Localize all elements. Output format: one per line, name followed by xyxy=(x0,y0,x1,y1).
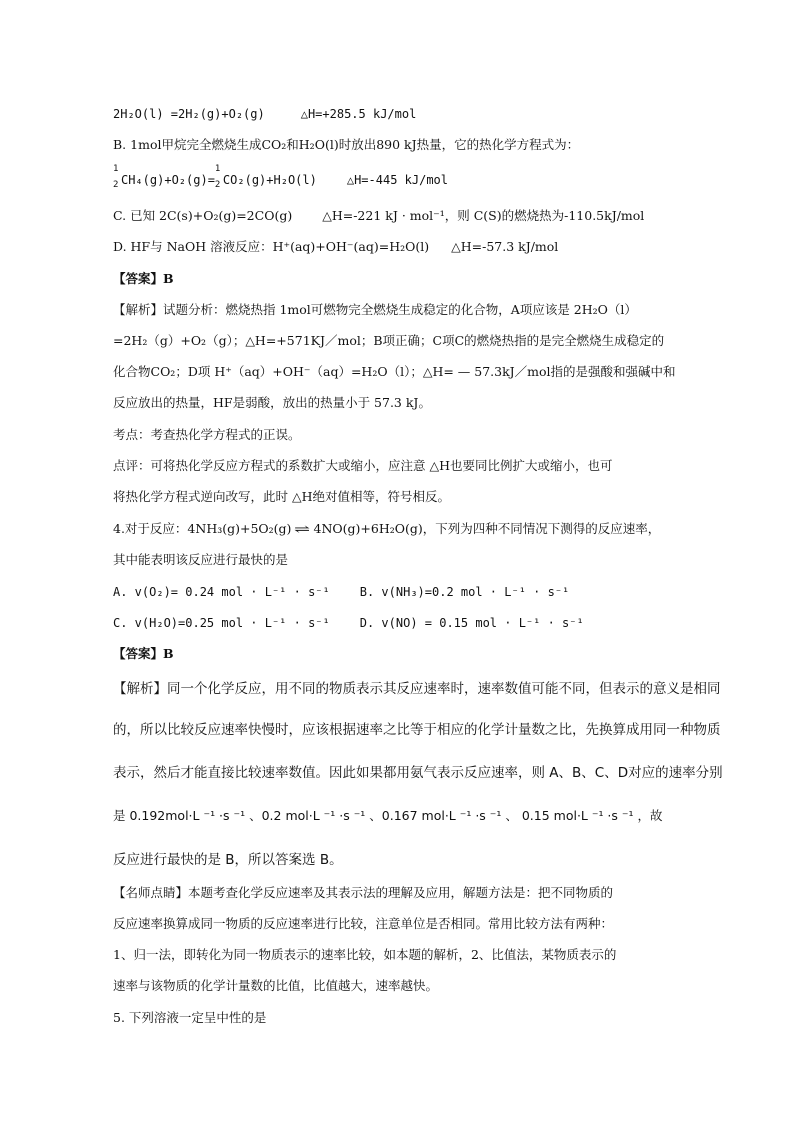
options-cd-line xyxy=(113,615,584,631)
options-ab-line xyxy=(113,584,569,600)
analysis-line xyxy=(113,765,723,781)
comment-line xyxy=(113,458,613,474)
option-b-text: B. 1mol甲烷完全燃烧生成CO₂和H₂O(l)时放出890 kJ热量，它的热化学方程式为： xyxy=(113,137,580,152)
question-4-line xyxy=(113,521,660,537)
answer-text: 【答案】B xyxy=(113,271,174,286)
analysis-text: 是 0.192mol·L ⁻¹ ·s ⁻¹ 、0.2 mol·L ⁻¹ ·s ⁻¹ 、0.167 mol·L ⁻¹ ·s ⁻¹ 、 0.15 mol·L ⁻¹ ·s ⁻¹ ，故 xyxy=(113,808,663,823)
analysis-text: 反应进行最快的是 B，所以答案选 B。 xyxy=(113,852,343,868)
option-d-line xyxy=(113,239,558,255)
tip-line xyxy=(113,885,613,901)
fraction-half: 1 2 xyxy=(113,164,119,190)
equation-text: 2H₂O(l) =2H₂(g)+O₂(g) xyxy=(113,107,265,121)
analysis-line xyxy=(113,333,664,349)
question-5-line xyxy=(113,1010,266,1026)
answer-text: 【答案】B xyxy=(113,646,174,661)
analysis-text: 的，所以比较反应速率快慢时，应该根据速率之比等于相应的化学计量数之比，先换算成用同一种物质 xyxy=(113,722,721,738)
comment-line xyxy=(113,489,450,505)
answer-label xyxy=(113,646,174,662)
analysis-text: 【解析】试题分析：燃烧热指 1mol可燃物完全燃烧生成稳定的化合物，A项应该是 2H₂O（l） xyxy=(113,302,637,317)
analysis-line xyxy=(113,681,721,697)
comment-text: 点评：可将热化学反应方程式的系数扩大或缩小，应注意 △H也要同比例扩大或缩小，也可 xyxy=(113,458,613,473)
question-4-text: 4NO(g)+6H₂O(g)，下列为四种不同情况下测得的反应速率， xyxy=(313,521,661,536)
option-b: B. v(NH₃)=0.2 mol · L⁻¹ · s⁻¹ xyxy=(359,585,570,599)
tip-line xyxy=(113,978,438,994)
question-5-text: 5. 下列溶液一定呈中性的是 xyxy=(113,1010,267,1025)
option-a: A. v(O₂)= 0.24 mol · L⁻¹ · s⁻¹ xyxy=(113,585,330,599)
option-c-text: C. 已知 2C(s)+O₂(g)=2CO(g) xyxy=(113,208,293,223)
question-4-line xyxy=(113,552,288,568)
analysis-text: =2H₂（g）+O₂（g）；△H=+571KJ／mol；B项正确；C项C的燃烧热指的是完全燃烧生成稳定的 xyxy=(113,333,665,348)
analysis-text: 化合物CO₂；D项 H⁺（aq）+OH⁻（aq）=H₂O（l）；△H= — 57.3kJ／mol指的是强酸和强碱中和 xyxy=(113,364,676,379)
key-point-line xyxy=(113,427,301,443)
analysis-line xyxy=(113,722,721,738)
tip-line xyxy=(113,916,613,932)
analysis-line xyxy=(113,364,676,380)
key-point-text: 考点：考查热化学方程式的正误。 xyxy=(113,427,301,442)
equation-line-b xyxy=(113,164,448,190)
analysis-text: 【解析】同一个化学反应，用不同的物质表示其反应速率时，速率数值可能不同，但表示的意义是相同 xyxy=(113,681,721,697)
tip-text: 反应速率换算成同一物质的反应速率进行比较，注意单位是否相同。常用比较方法有两种： xyxy=(113,916,614,931)
equation-part: CH₄(g)+O₂(g)= xyxy=(121,173,215,187)
option-d-text: D. HF与 NaOH 溶液反应：H⁺(aq)+OH⁻(aq)=H₂O(l) xyxy=(113,239,430,254)
tip-text: 【名师点睛】本题考查化学反应速率及其表示法的理解及应用，解题方法是：把不同物质的 xyxy=(113,885,614,900)
equation-part: CO₂(g)+H₂O(l) xyxy=(222,173,317,187)
tip-text: 1、归一法，即转化为同一物质表示的速率比较，如本题的解析，2、比值法，某物质表示的 xyxy=(113,947,617,962)
question-4-text: 其中能表明该反应进行最快的是 xyxy=(113,552,289,567)
analysis-text: 反应放出的热量，HF是弱酸，放出的热量小于 57.3 kJ。 xyxy=(113,395,431,410)
enthalpy-text: △H=-221 kJ · mol⁻¹，则 C(S)的燃烧热为-110.5kJ/mol xyxy=(322,208,645,223)
comment-text: 将热化学方程式逆向改写，此时 △H绝对值相等，符号相反。 xyxy=(113,489,450,504)
option-b-line xyxy=(113,137,579,153)
analysis-line xyxy=(113,302,637,318)
enthalpy-text: △H=+285.5 kJ/mol xyxy=(300,107,417,121)
enthalpy-text: △H=-445 kJ/mol xyxy=(346,173,448,187)
analysis-line xyxy=(113,852,343,868)
question-4-text: 4.对于反应：4NH₃(g)+5O₂(g) xyxy=(113,521,292,536)
analysis-line xyxy=(113,395,431,411)
tip-text: 速率与该物质的化学计量数的比值，比值越大，速率越快。 xyxy=(113,978,439,993)
option-d: D. v(NO) = 0.15 mol · L⁻¹ · s⁻¹ xyxy=(359,616,584,630)
enthalpy-text: △H=-57.3 kJ/mol xyxy=(451,239,559,254)
equation-line-a xyxy=(113,106,416,122)
option-c: C. v(H₂O)=0.25 mol · L⁻¹ · s⁻¹ xyxy=(113,616,330,630)
fraction-half: 1 2 xyxy=(214,164,221,190)
analysis-text: 表示，然后才能直接比较速率数值。因此如果都用氨气表示反应速率，则 A、B、C、D对应的速率分别 xyxy=(113,765,723,781)
option-c-line xyxy=(113,208,644,224)
tip-line xyxy=(113,947,616,963)
answer-label xyxy=(113,271,174,287)
analysis-line xyxy=(113,808,662,824)
equilibrium-arrow-icon: ⇌ xyxy=(294,522,311,536)
